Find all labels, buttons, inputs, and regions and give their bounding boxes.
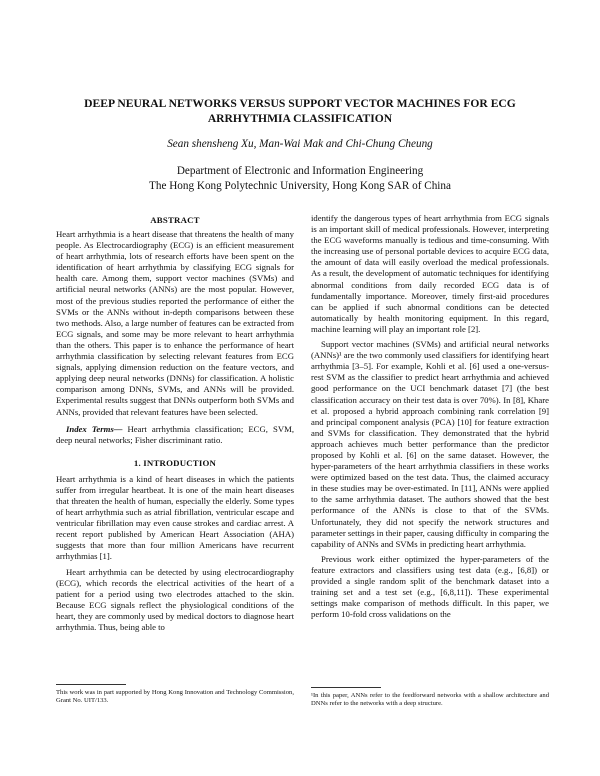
index-terms-text: Heart arrhythmia classification; ECG, SVM, deep neural networks; Fisher discriminant ratio.: [56, 423, 294, 445]
affiliation-line-1: Department of Electronic and Information Engineering: [176, 165, 424, 177]
intro-paragraph-2: Heart arrhythmia can be detected by using electrocardiography (ECG), which records the electrical activities of the heart of a patient for a period using two electrodes attached to the skin. Because ECG signals reflect the physiological conditions of the heart, they are commonly used by medical doctors to diagnose heart arrhythmia. Thus, being able to: [56, 566, 294, 632]
right-paragraph-2: Support vector machines (SVMs) and artificial neural networks (ANNs)¹ are the two commonly used classifiers for identifying heart arrhythmia [3–5]. For example, Kohli et al. [6] used a one-versus-rest SVM as the classifier to predict heart arrhythmia and achieved good performance on the UCI benchmark dataset [7] (the best classification accuracy on their test data is over 70%). In [8], Khare et al. proposed a hybrid approach combining rank correlation [9] and principal component analysis (PCA) [10] for feature extraction and SVMs for classification. They demonstrated that the hybrid approach achieves much better performance than the predictor proposed by Kohli et al. [6] on the same dataset. However, the hyper-parameters of the heart arrhythmia classifiers in these works were optimized based on the test data. Thus, the claimed accuracy in these studies may be over-estimated. In [11], ANNs were applied to the same arrhythmia dataset. The authors showed that the best performance of the ANNs is close to that of the SVMs. Unfortunately, they did not specify the network structures and parameter settings in their paper, causing difficulty in comparing the capability of ANNs and SVMs in predicting heart arrhythmia.: [311, 339, 549, 549]
footnote-rule-right: [311, 687, 381, 688]
left-column: [56, 215, 294, 633]
affiliation: [60, 164, 540, 193]
introduction-heading: 1. INTRODUCTION: [133, 457, 217, 468]
affiliation-line-2: The Hong Kong Polytechnic University, Hong Kong SAR of China: [149, 179, 451, 192]
right-paragraph-1: identify the dangerous types of heart arrhythmia from ECG signals is an important skill of medical professionals. However, interpreting the ECG waveforms manually is tedious and time-consuming. With the increasing use of personal portable devices to acquire ECG data, the amount of data will easily overload the medical professionals. As a result, the development of automatic techniques for identifying abnormal conditions from daily recorded ECG data is of fundamentally importance. Moreover, timely first-aid procedures can be applied if such abnormal conditions can be detected automatically by health monitoring equipment. In this regard, machine learning will play an important role [2].: [311, 213, 549, 334]
footnote-left: This work was in part supported by Hong Kong Innovation and Technology Commission, Grant No. UIT/133.: [56, 689, 294, 705]
right-column: [311, 213, 549, 620]
abstract-text: Heart arrhythmia is a heart disease that threatens the health of many people. As Electrocardiography (ECG) is an efficient measurement of heart arrhythmia, lots of research efforts have been spent on the identification of heart arrhythmia by classifying ECG signals for health care. Among them, support vector machines (SVMs) and artificial neural networks (ANNs) are the most popular. However, most of the previous studies reported the performance of either the SVMs or the ANNs without in-depth comparisons between these two methods. Also, a large number of features can be extracted from ECG signals, and some may be more relevant to heart arrhythmia than the others. This paper is to enhance the performance of heart arrhythmia classification by selecting relevant features from ECG signals, applying dimension reduction on the feature vectors, and applying deep neural networks (DNNs) for classification. A holistic comparison among DNNs, SVMs, and ANNs will be provided. Experimental results suggest that DNNs outperform both SVMs and ANNs, provided that relevant features have been selected.: [56, 229, 294, 417]
paper-title: [60, 96, 540, 126]
index-terms: [56, 424, 294, 446]
right-paragraph-3: Previous work either optimized the hyper-parameters of the feature extractors and classifiers using test data (e.g., [6,8]) or provided a single random split of the benchmark dataset into a training set and a test set (e.g., [6,8,11]). These experimental settings make comparison of methods difficult. In this paper, we perform 10-fold cross validations on the: [311, 553, 549, 620]
title-line-1: DEEP NEURAL NETWORKS VERSUS SUPPORT VECTOR MACHINES FOR ECG: [84, 97, 516, 110]
authors: Sean shensheng Xu, Man-Wai Mak and Chi-Chung Cheung: [167, 138, 433, 150]
index-terms-label: Index Terms—: [66, 423, 123, 434]
title-line-2: ARRHYTHMIA CLASSIFICATION: [207, 112, 393, 125]
abstract-heading: ABSTRACT: [150, 215, 200, 225]
footnote-rule-left: [56, 684, 126, 685]
footnote-right: ¹In this paper, ANNs refer to the feedforward networks with a shallow architecture and DNNs refer to the networks with a deep structure.: [311, 692, 549, 708]
intro-paragraph-1: Heart arrhythmia is a kind of heart diseases in which the patients suffer from irregular heartbeat. It is one of the main heart diseases that threaten the health of human, especially the elderly. Some types of heart arrhythmia such as atrial fibrillation, ventricular escape and ventricular fibrillation may even cause strokes and cardiac arrest. A recent report published by American Heart Association (AHA) suggests that more than four million Americans have recurrent arrhythmias [1].: [56, 473, 294, 562]
